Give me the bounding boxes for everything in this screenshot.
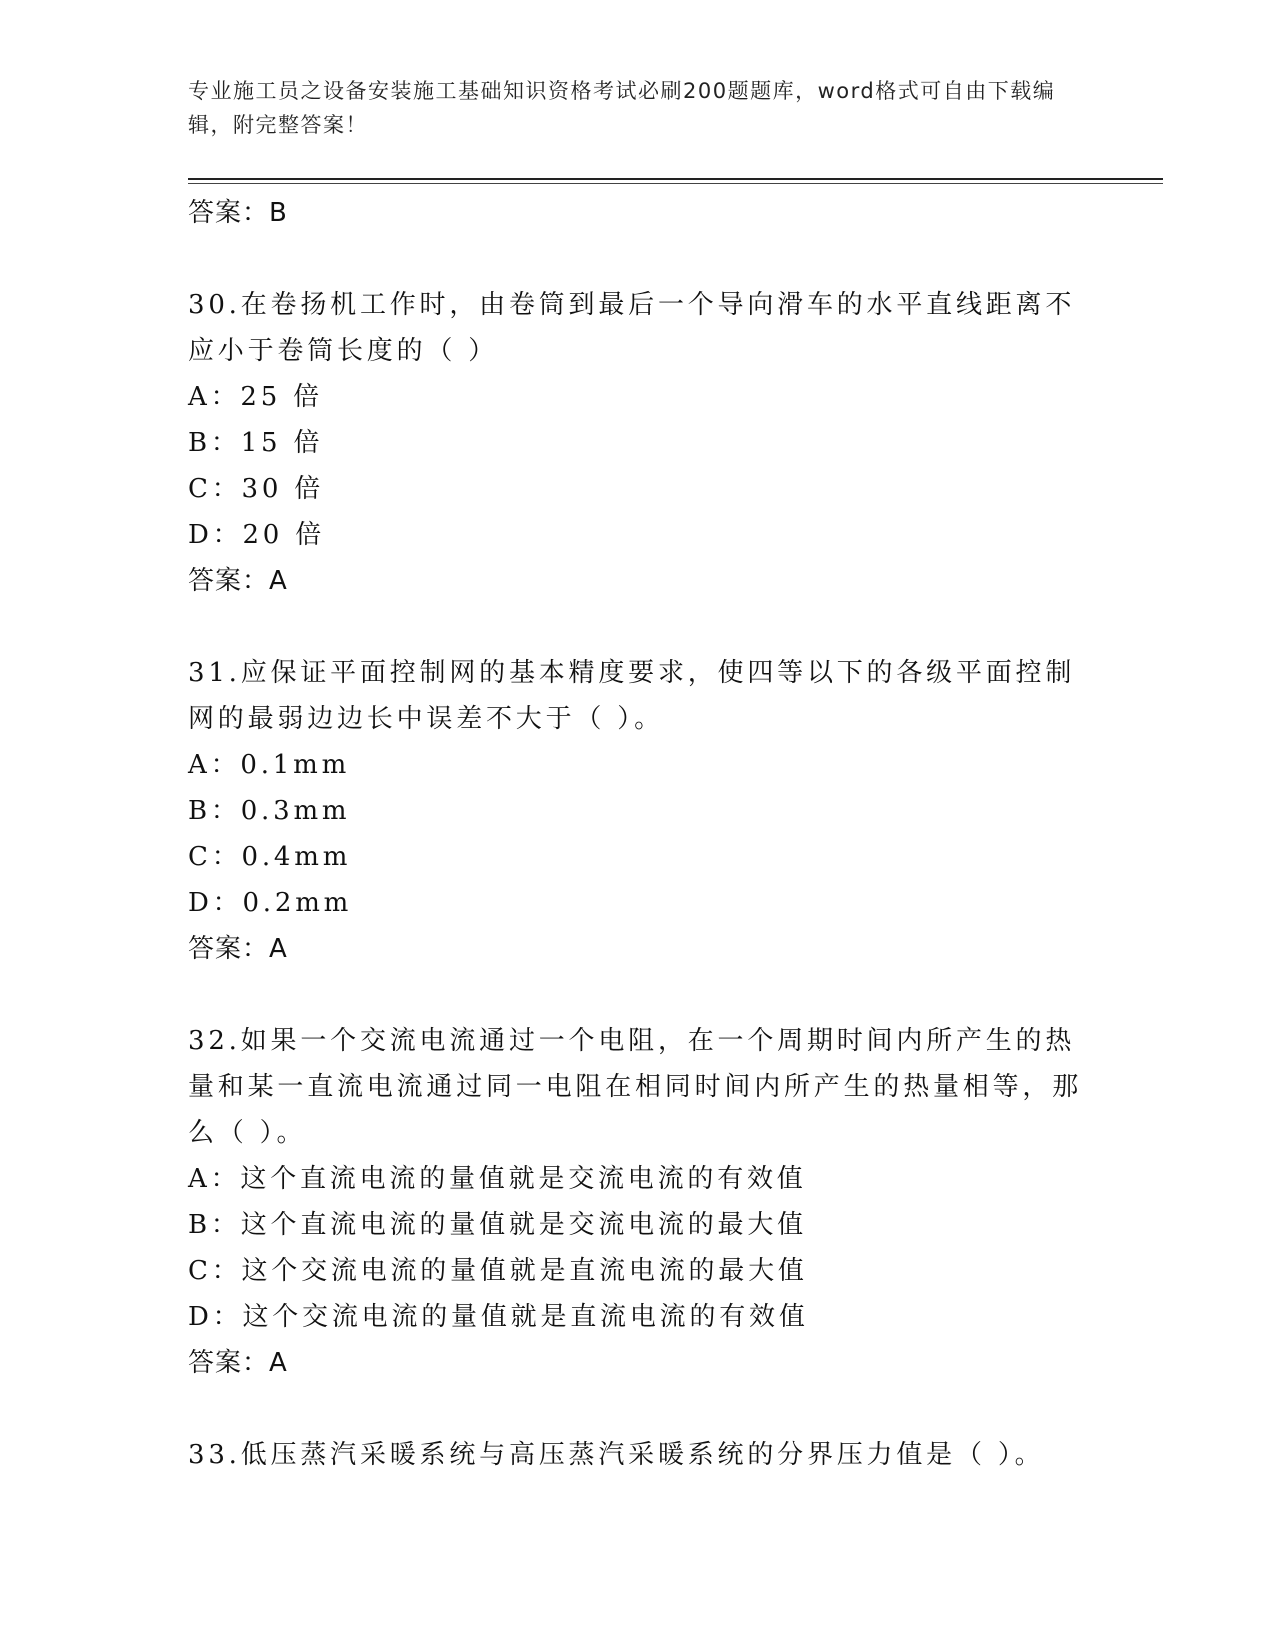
question-item bbox=[188, 1018, 1088, 1386]
option-text: 15 倍 bbox=[240, 428, 324, 458]
option-letter: D： bbox=[188, 520, 243, 550]
option-text: 0.1mm bbox=[240, 750, 351, 780]
question-stem: 33.低压蒸汽采暖系统与高压蒸汽采暖系统的分界压力值是（ ）。 bbox=[188, 1440, 1045, 1470]
option-letter: C： bbox=[188, 474, 242, 504]
option-d bbox=[188, 1294, 1088, 1340]
option-c bbox=[188, 466, 1088, 512]
option-c bbox=[188, 834, 1088, 880]
page-header: 专业施工员之设备安装施工基础知识资格考试必刷200题题库，word格式可自由下载编辑，附完整答案！ bbox=[188, 79, 1056, 137]
option-letter: C： bbox=[188, 1256, 242, 1286]
answer-text: 答案：B bbox=[188, 198, 288, 228]
question-item bbox=[188, 650, 1088, 972]
option-letter: D： bbox=[188, 888, 243, 918]
answer-text: 答案：A bbox=[188, 566, 288, 596]
option-text: 这个交流电流的量值就是直流电流的最大值 bbox=[241, 1256, 808, 1286]
option-letter: A： bbox=[188, 750, 241, 780]
option-text: 0.3mm bbox=[240, 796, 351, 826]
option-letter: B： bbox=[188, 428, 241, 458]
option-text: 0.2mm bbox=[242, 888, 353, 918]
option-text: 0.4mm bbox=[241, 842, 352, 872]
option-c bbox=[188, 1248, 1088, 1294]
answer-text: 答案：A bbox=[188, 1348, 288, 1378]
question-item bbox=[188, 1432, 1088, 1478]
option-d bbox=[188, 512, 1088, 558]
question-list bbox=[188, 190, 1088, 1478]
option-text: 25 倍 bbox=[240, 382, 323, 412]
option-letter: D： bbox=[188, 1302, 243, 1332]
option-letter: B： bbox=[188, 796, 241, 826]
option-text: 这个交流电流的量值就是直流电流的有效值 bbox=[242, 1302, 809, 1332]
option-b bbox=[188, 420, 1088, 466]
option-a bbox=[188, 742, 1088, 788]
option-b bbox=[188, 788, 1088, 834]
option-letter: B： bbox=[188, 1210, 241, 1240]
option-text: 30 倍 bbox=[241, 474, 325, 504]
question-stem: 31.应保证平面控制网的基本精度要求，使四等以下的各级平面控制网的最弱边边长中误差不大于（ ）。 bbox=[188, 658, 1076, 734]
header-divider-thin bbox=[188, 183, 1163, 184]
option-letter: A： bbox=[188, 1164, 241, 1194]
question-stem: 32.如果一个交流电流通过一个电阻，在一个周期时间内所产生的热量和某一直流电流通过同一电阻在相同时间内所产生的热量相等，那么（ ）。 bbox=[188, 1026, 1083, 1148]
option-a bbox=[188, 1156, 1088, 1202]
option-a bbox=[188, 374, 1088, 420]
option-text: 这个直流电流的量值就是交流电流的有效值 bbox=[240, 1164, 807, 1194]
answer-text: 答案：A bbox=[188, 934, 288, 964]
option-letter: A： bbox=[188, 382, 241, 412]
option-text: 这个直流电流的量值就是交流电流的最大值 bbox=[240, 1210, 807, 1240]
question-item bbox=[188, 282, 1088, 604]
option-d bbox=[188, 880, 1088, 926]
option-b bbox=[188, 1202, 1088, 1248]
question-stem: 30.在卷扬机工作时，由卷筒到最后一个导向滑车的水平直线距离不应小于卷筒长度的（ ） bbox=[188, 290, 1076, 366]
header-divider bbox=[188, 178, 1163, 180]
option-letter: C： bbox=[188, 842, 242, 872]
option-text: 20 倍 bbox=[242, 520, 326, 550]
